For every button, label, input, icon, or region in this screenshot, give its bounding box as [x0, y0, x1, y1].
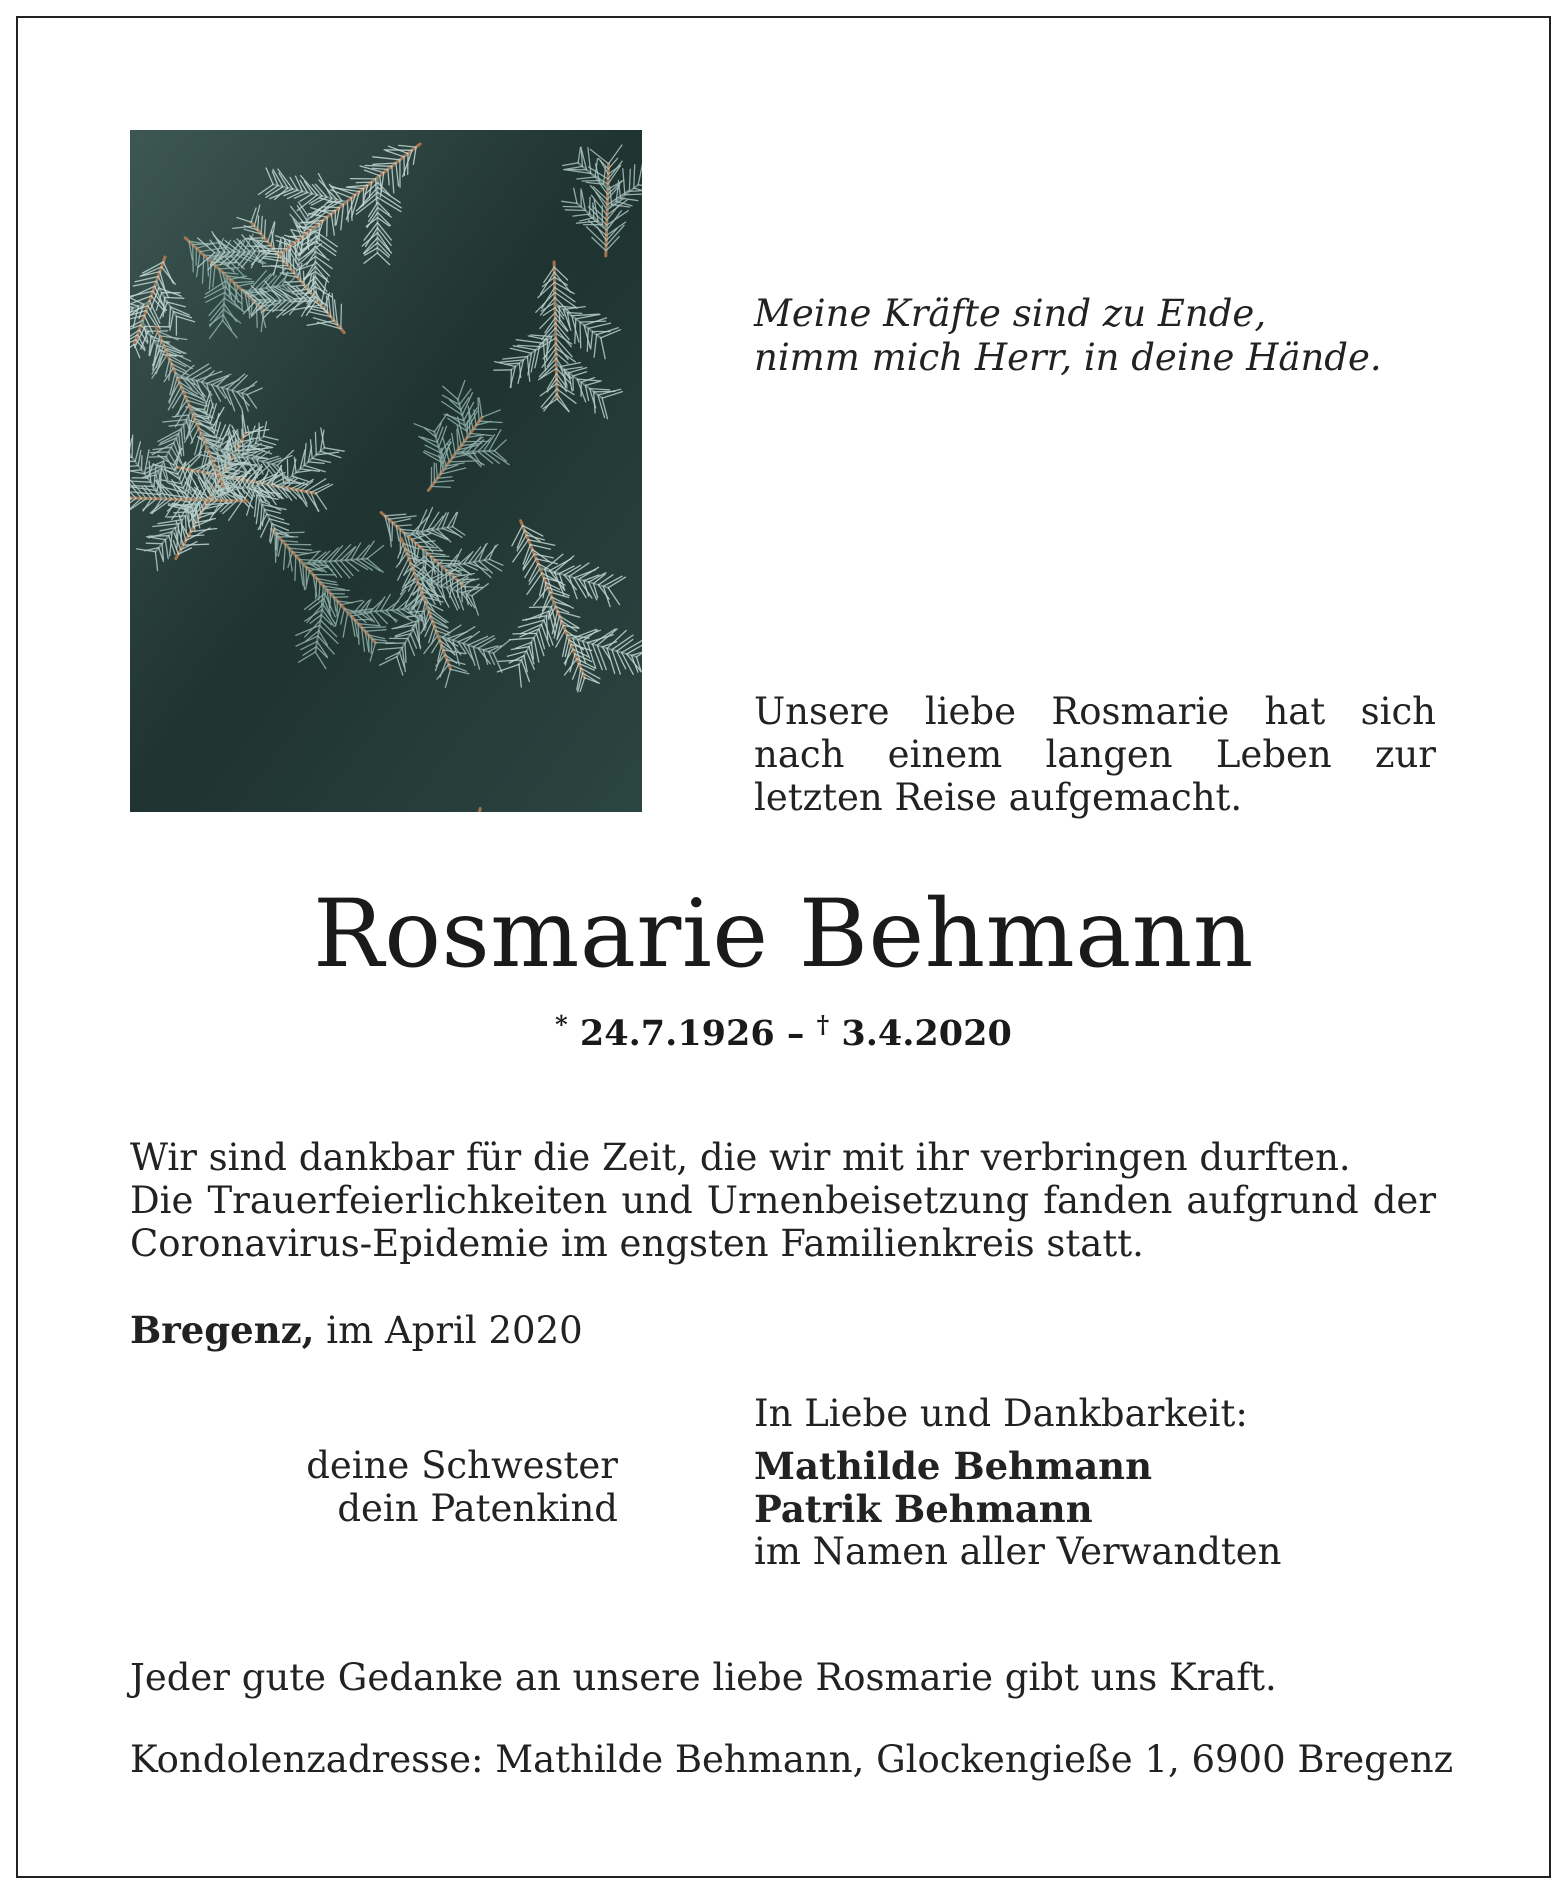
quote-line-1: Meine Kräfte sind zu Ende, — [754, 292, 1267, 335]
spruce-illustration — [130, 130, 642, 812]
birth-date: 24.7.1926 — [579, 1013, 775, 1054]
date-separator: – — [786, 1013, 805, 1054]
death-symbol: † — [816, 1010, 830, 1039]
signature-row — [130, 1444, 1436, 1490]
intro-text: Unsere liebe Rosmarie hat sich nach einem langen Leben zur letzten Reise aufgemacht. — [754, 690, 1436, 819]
place-city: Bregenz, — [130, 1308, 315, 1352]
announcement-text — [130, 1136, 1436, 1265]
life-dates — [0, 1010, 1567, 1054]
signature-relation: deine Schwester — [306, 1444, 618, 1487]
signature-heading: In Liebe und Dankbarkeit: — [754, 1392, 1248, 1435]
bible-quote — [754, 292, 1382, 380]
deceased-name: Rosmarie Behmann — [313, 880, 1254, 989]
signature-row — [130, 1487, 1436, 1533]
signature-footer: im Namen aller Verwandten — [754, 1530, 1282, 1573]
signature-name: Mathilde Behmann — [754, 1444, 1152, 1488]
death-date: 3.4.2020 — [841, 1013, 1012, 1054]
quote-line-2: nimm mich Herr, in deine Hände. — [754, 336, 1382, 379]
signature-relation: dein Patenkind — [337, 1487, 618, 1530]
place-month: im April 2020 — [326, 1309, 583, 1352]
birth-symbol: * — [555, 1010, 568, 1039]
closing-line: Jeder gute Gedanke an unsere liebe Rosmarie gibt uns Kraft. — [130, 1656, 1277, 1699]
condolence-address: Kondolenzadresse: Mathilde Behmann, Glockengieße 1, 6900 Bregenz — [130, 1738, 1454, 1781]
spruce-branches-photo — [130, 130, 642, 812]
place-date — [130, 1308, 583, 1352]
gratitude-line: Wir sind dankbar für die Zeit, die wir mit ihr verbringen durften. — [130, 1136, 1351, 1179]
ceremony-text: Die Trauerfeierlichkeiten und Urnenbeisetzung fanden aufgrund der Coronavirus-Epidemie im engsten Familienkreis statt. — [130, 1179, 1436, 1265]
signature-name: Patrik Behmann — [754, 1487, 1093, 1531]
